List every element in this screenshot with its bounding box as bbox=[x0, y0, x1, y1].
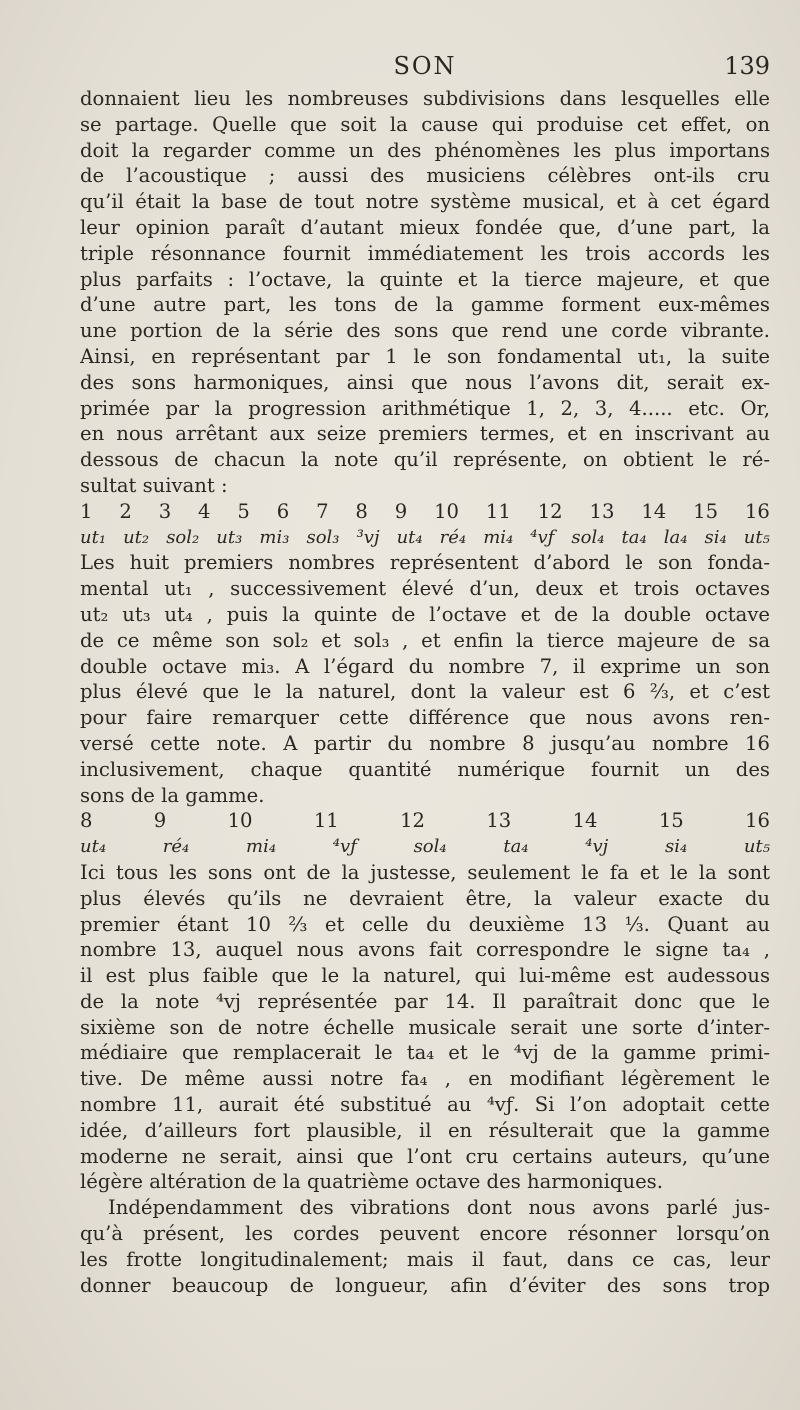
number-cell: 5 bbox=[237, 499, 250, 523]
note-cell: ut₄ bbox=[80, 836, 107, 858]
note-cell: sol₄ bbox=[571, 526, 605, 548]
text-line: une portion de la série des sons que rend une corde vibrante. bbox=[80, 319, 770, 343]
running-head: SON bbox=[393, 52, 457, 80]
number-cell: 14 bbox=[572, 809, 598, 833]
text-line: mental ut₁ , successivement élevé d’un, deux et trois octaves bbox=[80, 577, 770, 601]
text-line: nombre 11, aurait été substitué au ⁴vƒ. Si l’on adoptait cette bbox=[80, 1093, 770, 1117]
text-line: Les huit premiers nombres représentent d’abord le son fonda- bbox=[80, 551, 770, 575]
text-line: triple résonnance fournit immédiatement les trois accords les bbox=[80, 241, 770, 265]
table-row-notes bbox=[80, 834, 770, 860]
note-cell: ré₄ bbox=[162, 836, 190, 858]
note-cell: ta₄ bbox=[503, 836, 529, 858]
text-line: Ainsi, en représentant par 1 le son fondamental ut₁, la suite bbox=[80, 344, 770, 368]
note-cell: sol₂ bbox=[166, 526, 200, 548]
text-line: pour faire remarquer cette différence que nous avons ren- bbox=[80, 706, 770, 730]
text-line: moderne ne serait, ainsi que l’ont cru certains auteurs, qu’une bbox=[80, 1144, 770, 1168]
text-line: leur opinion paraît d’autant mieux fondée que, d’une part, la bbox=[80, 215, 770, 239]
text-line: plus élevés qu’ils ne devraient être, la valeur exacte du bbox=[80, 886, 770, 910]
paragraph-2 bbox=[80, 550, 770, 808]
number-cell: 3 bbox=[158, 499, 172, 523]
text-line: ut₂ ut₃ ut₄ , puis la quinte de l’octave et de la double octave bbox=[80, 602, 770, 626]
paragraph-4 bbox=[80, 1195, 770, 1298]
number-cell: 1 bbox=[80, 499, 93, 523]
note-cell: ut₄ bbox=[396, 526, 423, 548]
note-cell: ut₂ bbox=[123, 526, 150, 548]
text-line: de ce même son sol₂ et sol₃ , et enfin la tierce majeure de sa bbox=[80, 628, 770, 652]
table-row-numbers bbox=[80, 499, 770, 525]
number-cell: 9 bbox=[394, 499, 408, 523]
text-line: d’une autre part, les tons de la gamme forment eux-mêmes bbox=[80, 293, 770, 317]
text-line: doit la regarder comme un des phénomènes les plus importans bbox=[80, 138, 770, 162]
note-cell: ta₄ bbox=[621, 526, 647, 548]
note-cell: ³vj bbox=[356, 526, 380, 548]
note-cell: ⁴vƒ bbox=[530, 526, 555, 548]
number-cell: 11 bbox=[313, 809, 339, 833]
text-line: sons de la gamme. bbox=[80, 783, 265, 807]
text-line: plus parfaits : l’octave, la quinte et la tierce majeure, et que bbox=[80, 267, 770, 291]
text-line: dessous de chacun la note qu’il représente, on obtient le ré- bbox=[80, 448, 770, 472]
note-cell: mi₄ bbox=[483, 526, 514, 548]
number-cell: 14 bbox=[641, 499, 667, 523]
note-cell: la₄ bbox=[663, 526, 688, 548]
note-cell: sol₃ bbox=[306, 526, 340, 548]
text-line: se partage. Quelle que soit la cause qui produise cet effet, on bbox=[80, 112, 770, 136]
note-cell: si₄ bbox=[704, 526, 727, 548]
note-cell: ut₃ bbox=[216, 526, 243, 548]
note-cell: si₄ bbox=[664, 836, 688, 858]
text-line: sultat suivant : bbox=[80, 473, 228, 497]
note-cell: ⁴vj bbox=[585, 836, 609, 858]
harmonic-table-1 bbox=[80, 499, 770, 551]
table-row-numbers bbox=[80, 808, 770, 834]
number-cell: 13 bbox=[589, 499, 615, 523]
number-cell: 4 bbox=[198, 499, 211, 523]
text-line: Indépendamment des vibrations dont nous avons parlé jus- bbox=[108, 1196, 770, 1220]
number-cell: 8 bbox=[355, 499, 368, 523]
number-cell: 11 bbox=[485, 499, 511, 523]
paragraph-3 bbox=[80, 860, 770, 1195]
text-line: Ici tous les sons ont de la justesse, seulement le fa et le la sont bbox=[80, 860, 770, 884]
text-line: nombre 13, auquel nous avons fait correspondre le signe ta₄ , bbox=[80, 938, 770, 962]
text-line: plus élevé que le la naturel, dont la valeur est 6 ⅔, et c’est bbox=[80, 680, 770, 704]
text-line: double octave mi₃. A l’égard du nombre 7, il exprime un son bbox=[80, 654, 770, 678]
text-line: qu’il était la base de tout notre système musical, et à cet égard bbox=[80, 190, 770, 214]
text-line: donner beaucoup de longueur, afin d’éviter des sons trop bbox=[80, 1273, 770, 1297]
text-line: il est plus faible que le la naturel, qui lui-même est audessous bbox=[80, 964, 770, 988]
note-cell: ré₄ bbox=[439, 526, 467, 548]
number-cell: 15 bbox=[658, 809, 684, 833]
note-cell: sol₄ bbox=[413, 836, 447, 858]
number-cell: 10 bbox=[434, 499, 460, 523]
note-cell: ut₁ bbox=[80, 526, 107, 548]
note-cell: mi₃ bbox=[259, 526, 290, 548]
note-cell: mi₄ bbox=[246, 836, 277, 858]
note-cell: ut₅ bbox=[743, 836, 770, 858]
number-cell: 13 bbox=[486, 809, 512, 833]
page-header bbox=[80, 50, 770, 86]
page-body bbox=[80, 86, 770, 1298]
table-row-notes bbox=[80, 525, 770, 551]
text-line: primée par la progression arithmétique 1, 2, 3, 4..... etc. Or, bbox=[80, 396, 770, 420]
text-line: premier étant 10 ⅔ et celle du deuxième 13 ⅓. Quant au bbox=[80, 912, 770, 936]
number-cell: 12 bbox=[537, 499, 563, 523]
number-cell: 16 bbox=[744, 499, 770, 523]
text-line: légère altération de la quatrième octave des harmoniques. bbox=[80, 1170, 663, 1194]
text-line: inclusivement, chaque quantité numérique fournit un des bbox=[80, 757, 770, 781]
text-line: médiaire que remplacerait le ta₄ et le ⁴vj de la gamme primi- bbox=[80, 1041, 770, 1065]
number-cell: 10 bbox=[227, 809, 253, 833]
text-line: en nous arrêtant aux seize premiers termes, et en inscrivant au bbox=[80, 422, 770, 446]
text-line: versé cette note. A partir du nombre 8 jusqu’au nombre 16 bbox=[80, 731, 770, 755]
text-line: de l’acoustique ; aussi des musiciens célèbres ont-ils cru bbox=[80, 164, 770, 188]
number-cell: 6 bbox=[276, 499, 290, 523]
note-cell: ut₅ bbox=[743, 526, 770, 548]
text-line: idée, d’ailleurs fort plausible, il en résulterait que la gamme bbox=[80, 1118, 770, 1142]
number-cell: 8 bbox=[80, 809, 93, 833]
number-cell: 9 bbox=[153, 809, 167, 833]
text-line: de la note ⁴vj représentée par 14. Il paraîtrait donc que le bbox=[80, 989, 770, 1013]
page-number: 139 bbox=[724, 52, 770, 80]
text-line: des sons harmoniques, ainsi que nous l’avons dit, serait ex- bbox=[80, 370, 770, 394]
note-cell: ⁴vƒ bbox=[332, 836, 357, 858]
number-cell: 15 bbox=[693, 499, 719, 523]
text-line: sixième son de notre échelle musicale serait une sorte d’inter- bbox=[80, 1015, 770, 1039]
number-cell: 16 bbox=[745, 809, 770, 833]
number-cell: 7 bbox=[316, 499, 329, 523]
number-cell: 12 bbox=[400, 809, 425, 833]
number-cell: 2 bbox=[119, 499, 132, 523]
text-line: les frotte longitudinalement; mais il faut, dans ce cas, leur bbox=[80, 1247, 770, 1271]
paragraph-1 bbox=[80, 86, 770, 499]
text-line: qu’à présent, les cordes peuvent encore résonner lorsqu’on bbox=[80, 1222, 770, 1246]
text-line: donnaient lieu les nombreuses subdivisions dans lesquelles elle bbox=[80, 87, 770, 110]
harmonic-table-2 bbox=[80, 808, 770, 860]
text-line: tive. De même aussi notre fa₄ , en modifiant légèrement le bbox=[80, 1067, 770, 1091]
